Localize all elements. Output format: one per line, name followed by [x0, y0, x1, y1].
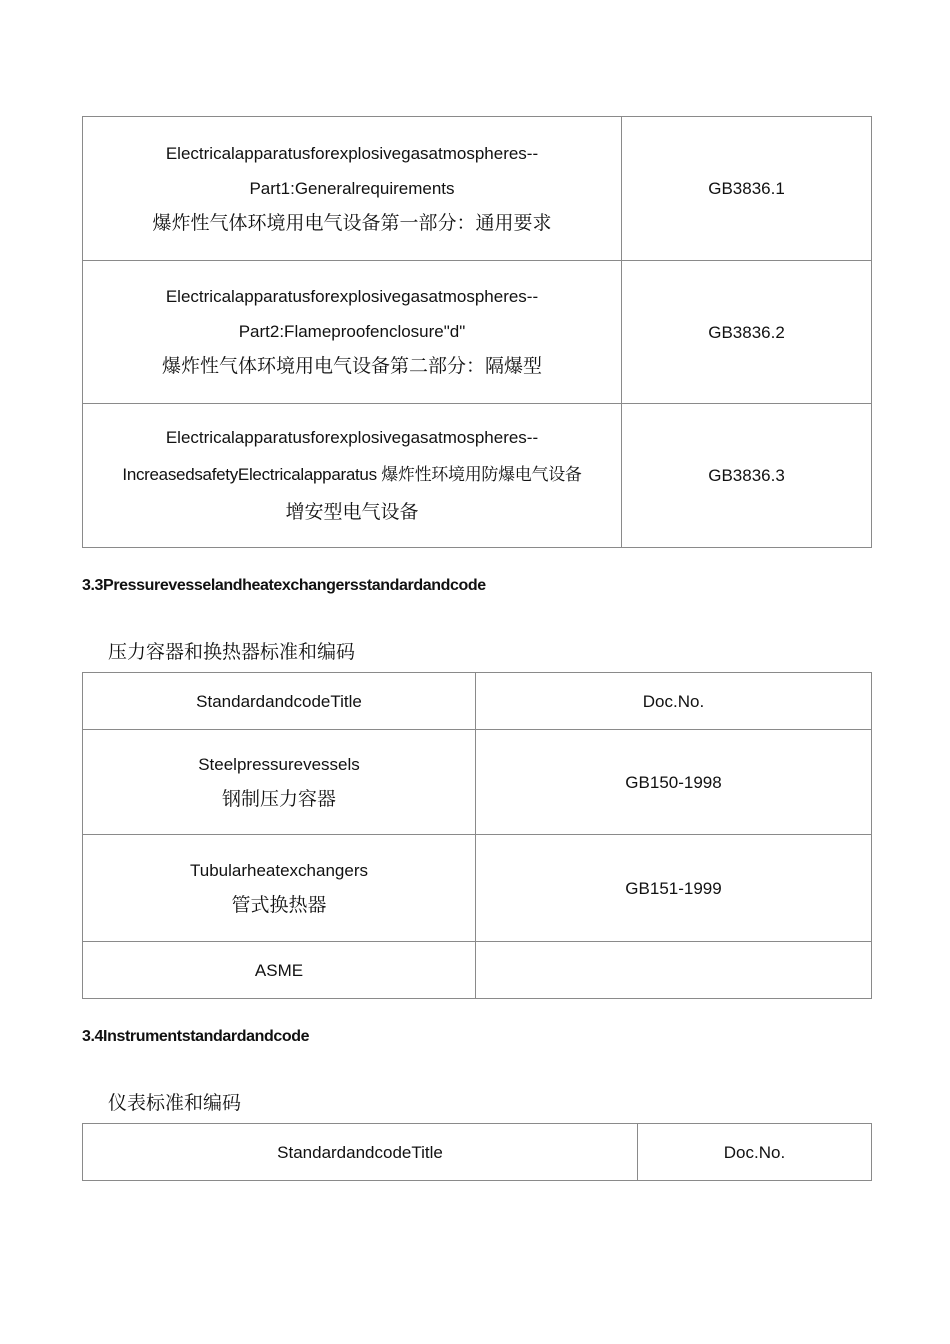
doc-no-cell: GB3836.2	[622, 261, 872, 404]
column-header-title: StandardandcodeTitle	[83, 673, 476, 730]
section-heading-3-3: 3.3Pressurevesselandheatexchangersstandardandcode	[82, 577, 486, 594]
standard-title-zh: 爆炸性气体环境用电气设备第一部分：通用要求	[152, 211, 552, 234]
table-row	[83, 404, 872, 548]
doc-no-cell: GB3836.3	[622, 404, 872, 548]
standard-title-cell	[83, 117, 622, 261]
doc-no-cell: GB150-1998	[476, 730, 872, 835]
standard-title-en-line2: IncreasedsafetyElectricalapparatus 爆炸性环境用防爆电气设备	[122, 465, 582, 484]
table-row	[83, 730, 872, 835]
standards-table-explosive	[82, 116, 872, 548]
table-row	[83, 261, 872, 404]
standard-title-cell	[83, 730, 476, 835]
section-heading-3-4: 3.4Instrumentstandardandcode	[82, 1028, 310, 1045]
doc-no-cell: GB3836.1	[622, 117, 872, 261]
standards-table-instrument	[82, 1123, 872, 1181]
standard-title-zh: 爆炸性气体环境用电气设备第二部分：隔爆型	[161, 355, 542, 377]
standard-title-cell	[83, 835, 476, 942]
standard-title-en-line1: Electricalapparatusforexplosivegasatmospheres--	[165, 143, 539, 163]
table-row	[83, 942, 872, 999]
standard-title-cell: ASME	[83, 942, 476, 999]
standard-title-en: Steelpressurevessels	[198, 754, 360, 774]
standard-title-zh: 钢制压力容器	[221, 787, 336, 810]
column-header-doc-no: Doc.No.	[476, 673, 872, 730]
column-header-title: StandardandcodeTitle	[83, 1124, 638, 1181]
table-header-row	[83, 673, 872, 730]
standard-title-en-line2: Part2:Flameproofenclosure"d"	[238, 322, 466, 341]
doc-no-cell	[476, 942, 872, 999]
table-header-row	[83, 1124, 872, 1181]
standard-title-en-line2: Part1:Generalrequirements	[249, 178, 455, 198]
standard-title-en-line1: Electricalapparatusforexplosivegasatmospheres--	[165, 428, 539, 447]
table-row	[83, 835, 872, 942]
standard-title-en: Tubularheatexchangers	[190, 860, 368, 880]
standard-title-cell	[83, 404, 622, 548]
doc-no-cell: GB151-1999	[476, 835, 872, 942]
column-header-doc-no: Doc.No.	[638, 1124, 872, 1181]
standard-title-zh: 管式换热器	[231, 893, 327, 916]
section-subheading-3-3: 压力容器和换热器标准和编码	[108, 641, 356, 663]
section-subheading-3-4: 仪表标准和编码	[108, 1092, 242, 1114]
standard-title-zh: 增安型电气设备	[285, 501, 419, 523]
standards-table-pressure-vessel	[82, 672, 872, 999]
table-row	[83, 117, 872, 261]
standard-title-en-line1: Electricalapparatusforexplosivegasatmospheres--	[165, 287, 539, 306]
standard-title-cell	[83, 261, 622, 404]
